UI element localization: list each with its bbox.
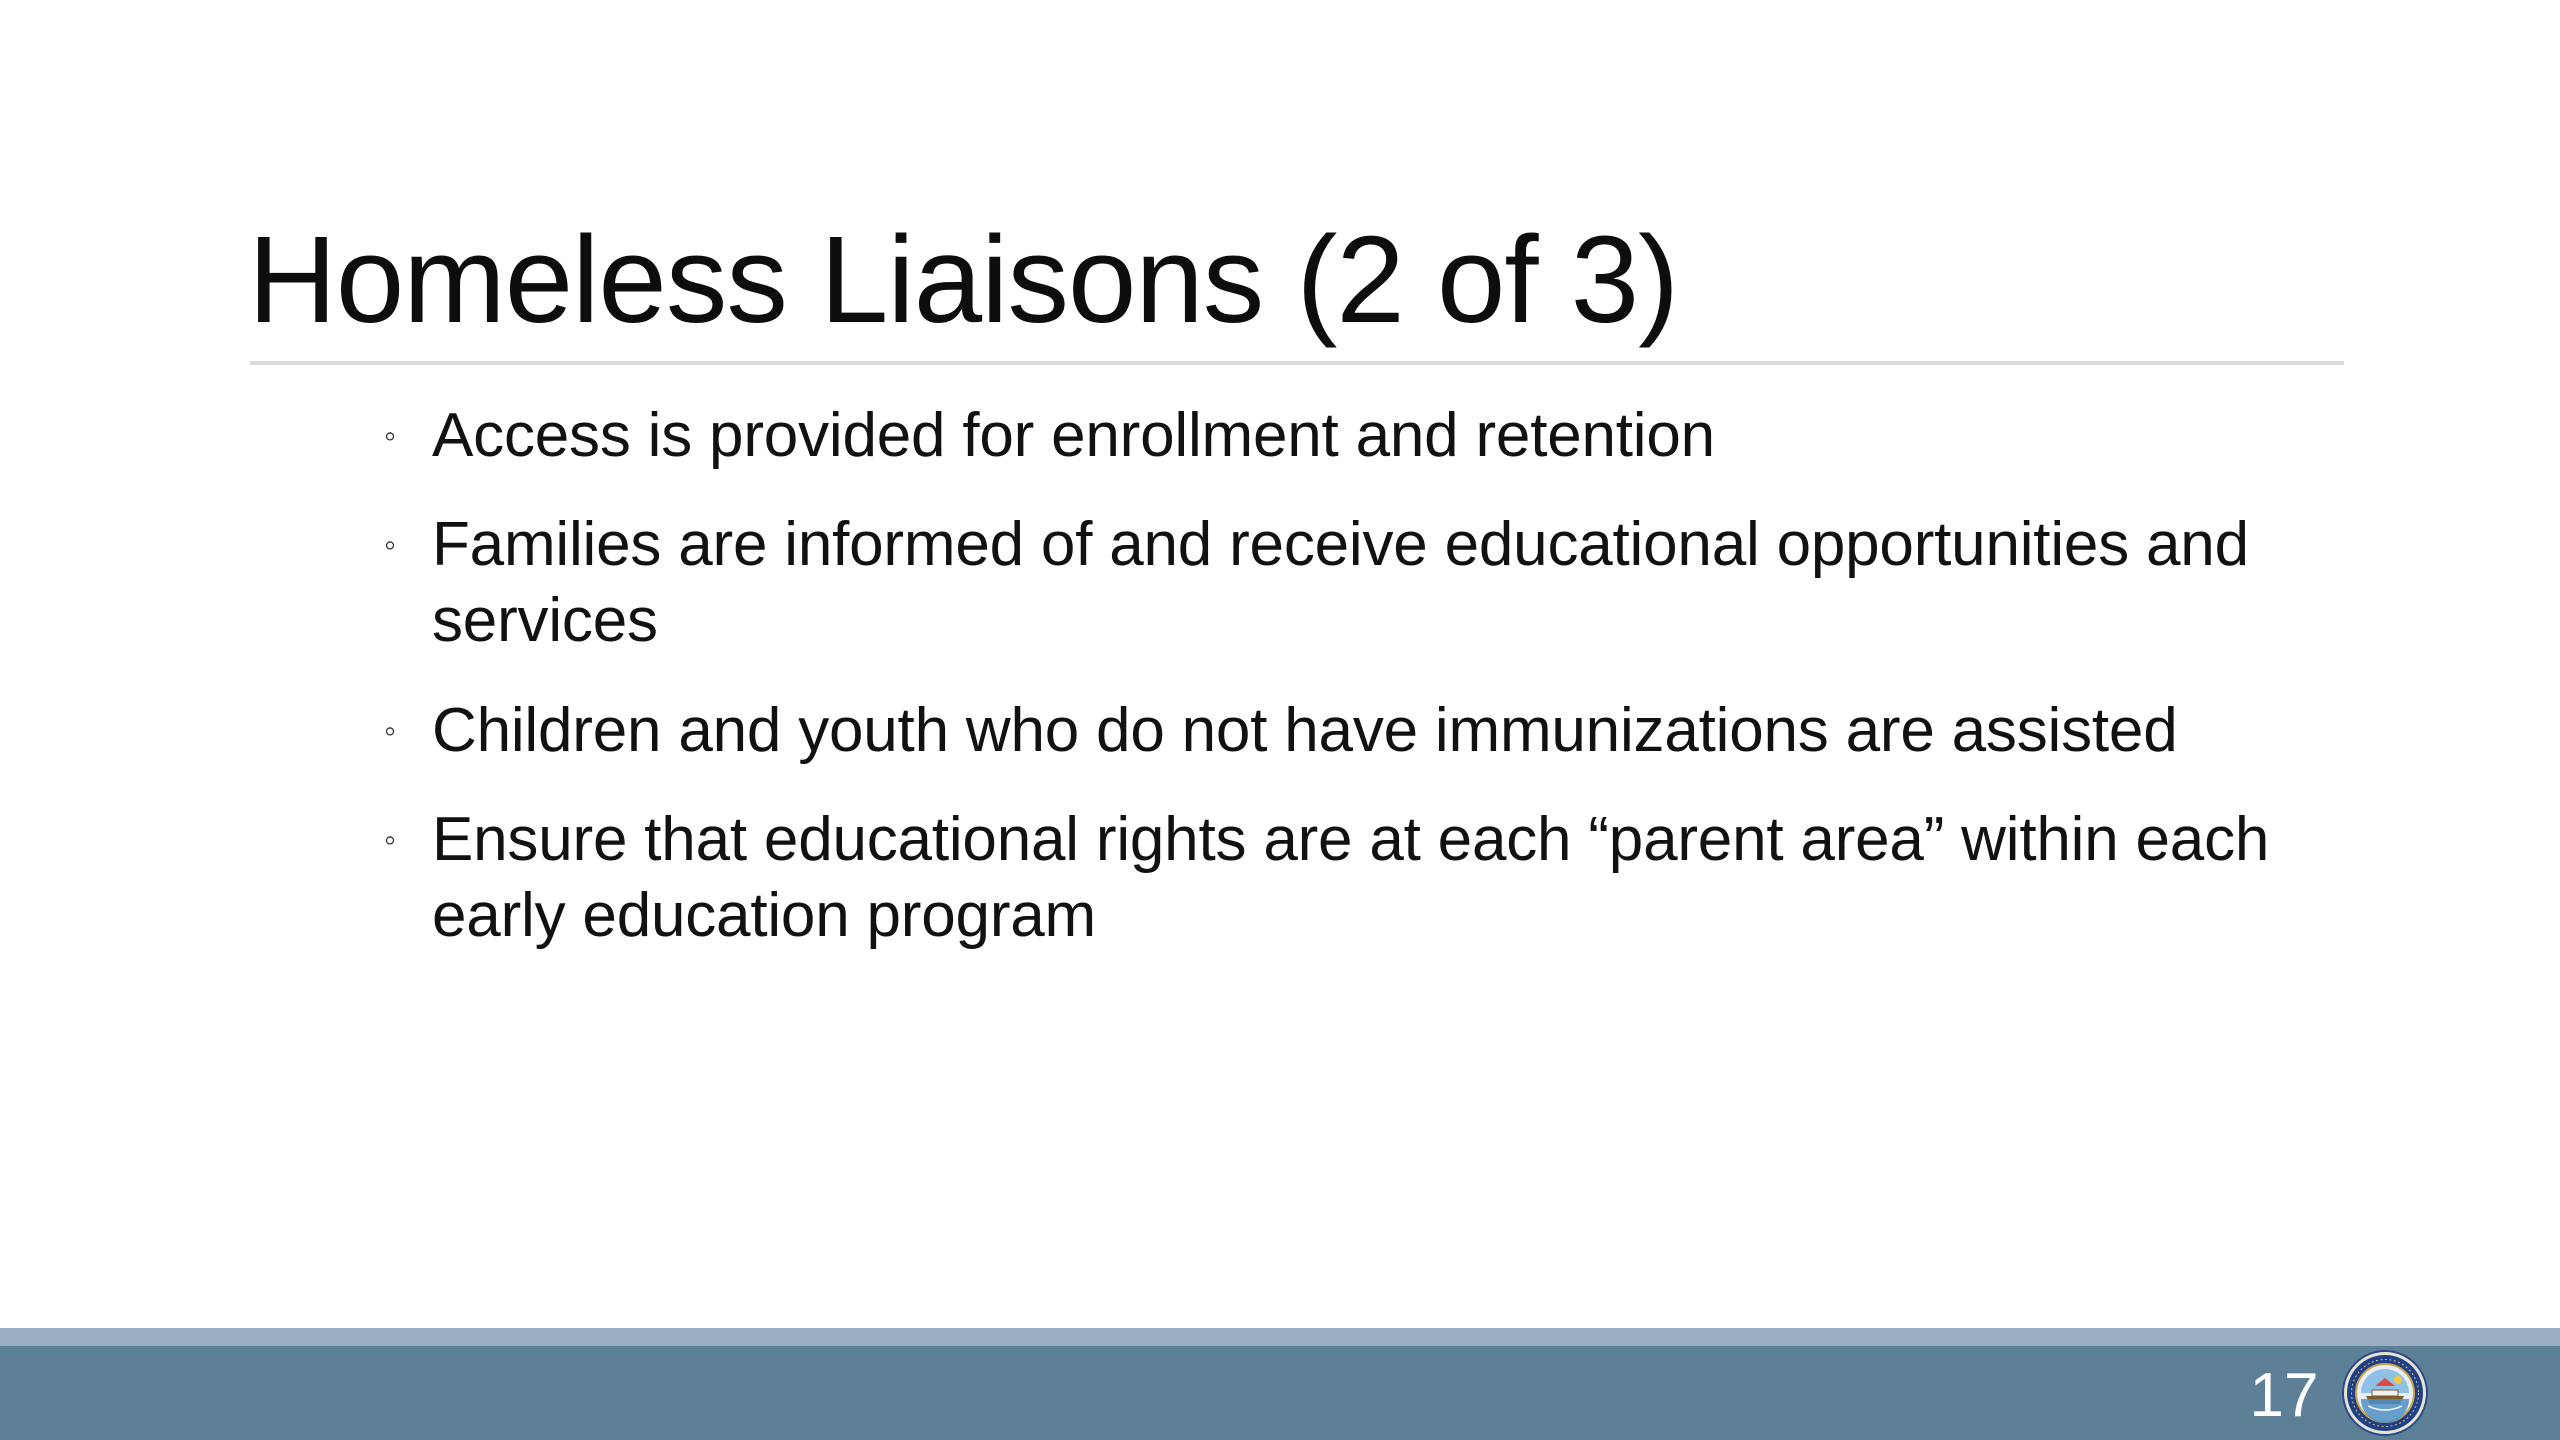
- slide-number: 17: [2249, 1361, 2319, 1430]
- bullet-item: [380, 398, 2360, 474]
- bullet-text: Families are informed of and receive educational opportunities and services: [432, 510, 2249, 655]
- state-department-seal-icon: [2342, 1350, 2428, 1436]
- bullet-marker-icon: ◦: [384, 526, 397, 564]
- bullet-text: Children and youth who do not have immunizations are assisted: [432, 696, 2178, 765]
- bullet-text: Ensure that educational rights are at each “parent area” within each early education program: [432, 805, 2270, 950]
- bullet-marker-icon: ◦: [384, 821, 397, 859]
- title-divider: [250, 361, 2344, 365]
- footer-accent-stripe: [0, 1328, 2560, 1346]
- footer-bar: [0, 1346, 2560, 1440]
- bullet-item: [380, 693, 2360, 769]
- slide-title: Homeless Liaisons (2 of 3): [248, 212, 1679, 349]
- bullet-text: Access is provided for enrollment and retention: [432, 401, 1715, 470]
- bullet-marker-icon: ◦: [384, 417, 397, 455]
- bullet-item: [380, 802, 2360, 954]
- bullet-marker-icon: ◦: [384, 712, 397, 750]
- bullet-item: [380, 507, 2360, 659]
